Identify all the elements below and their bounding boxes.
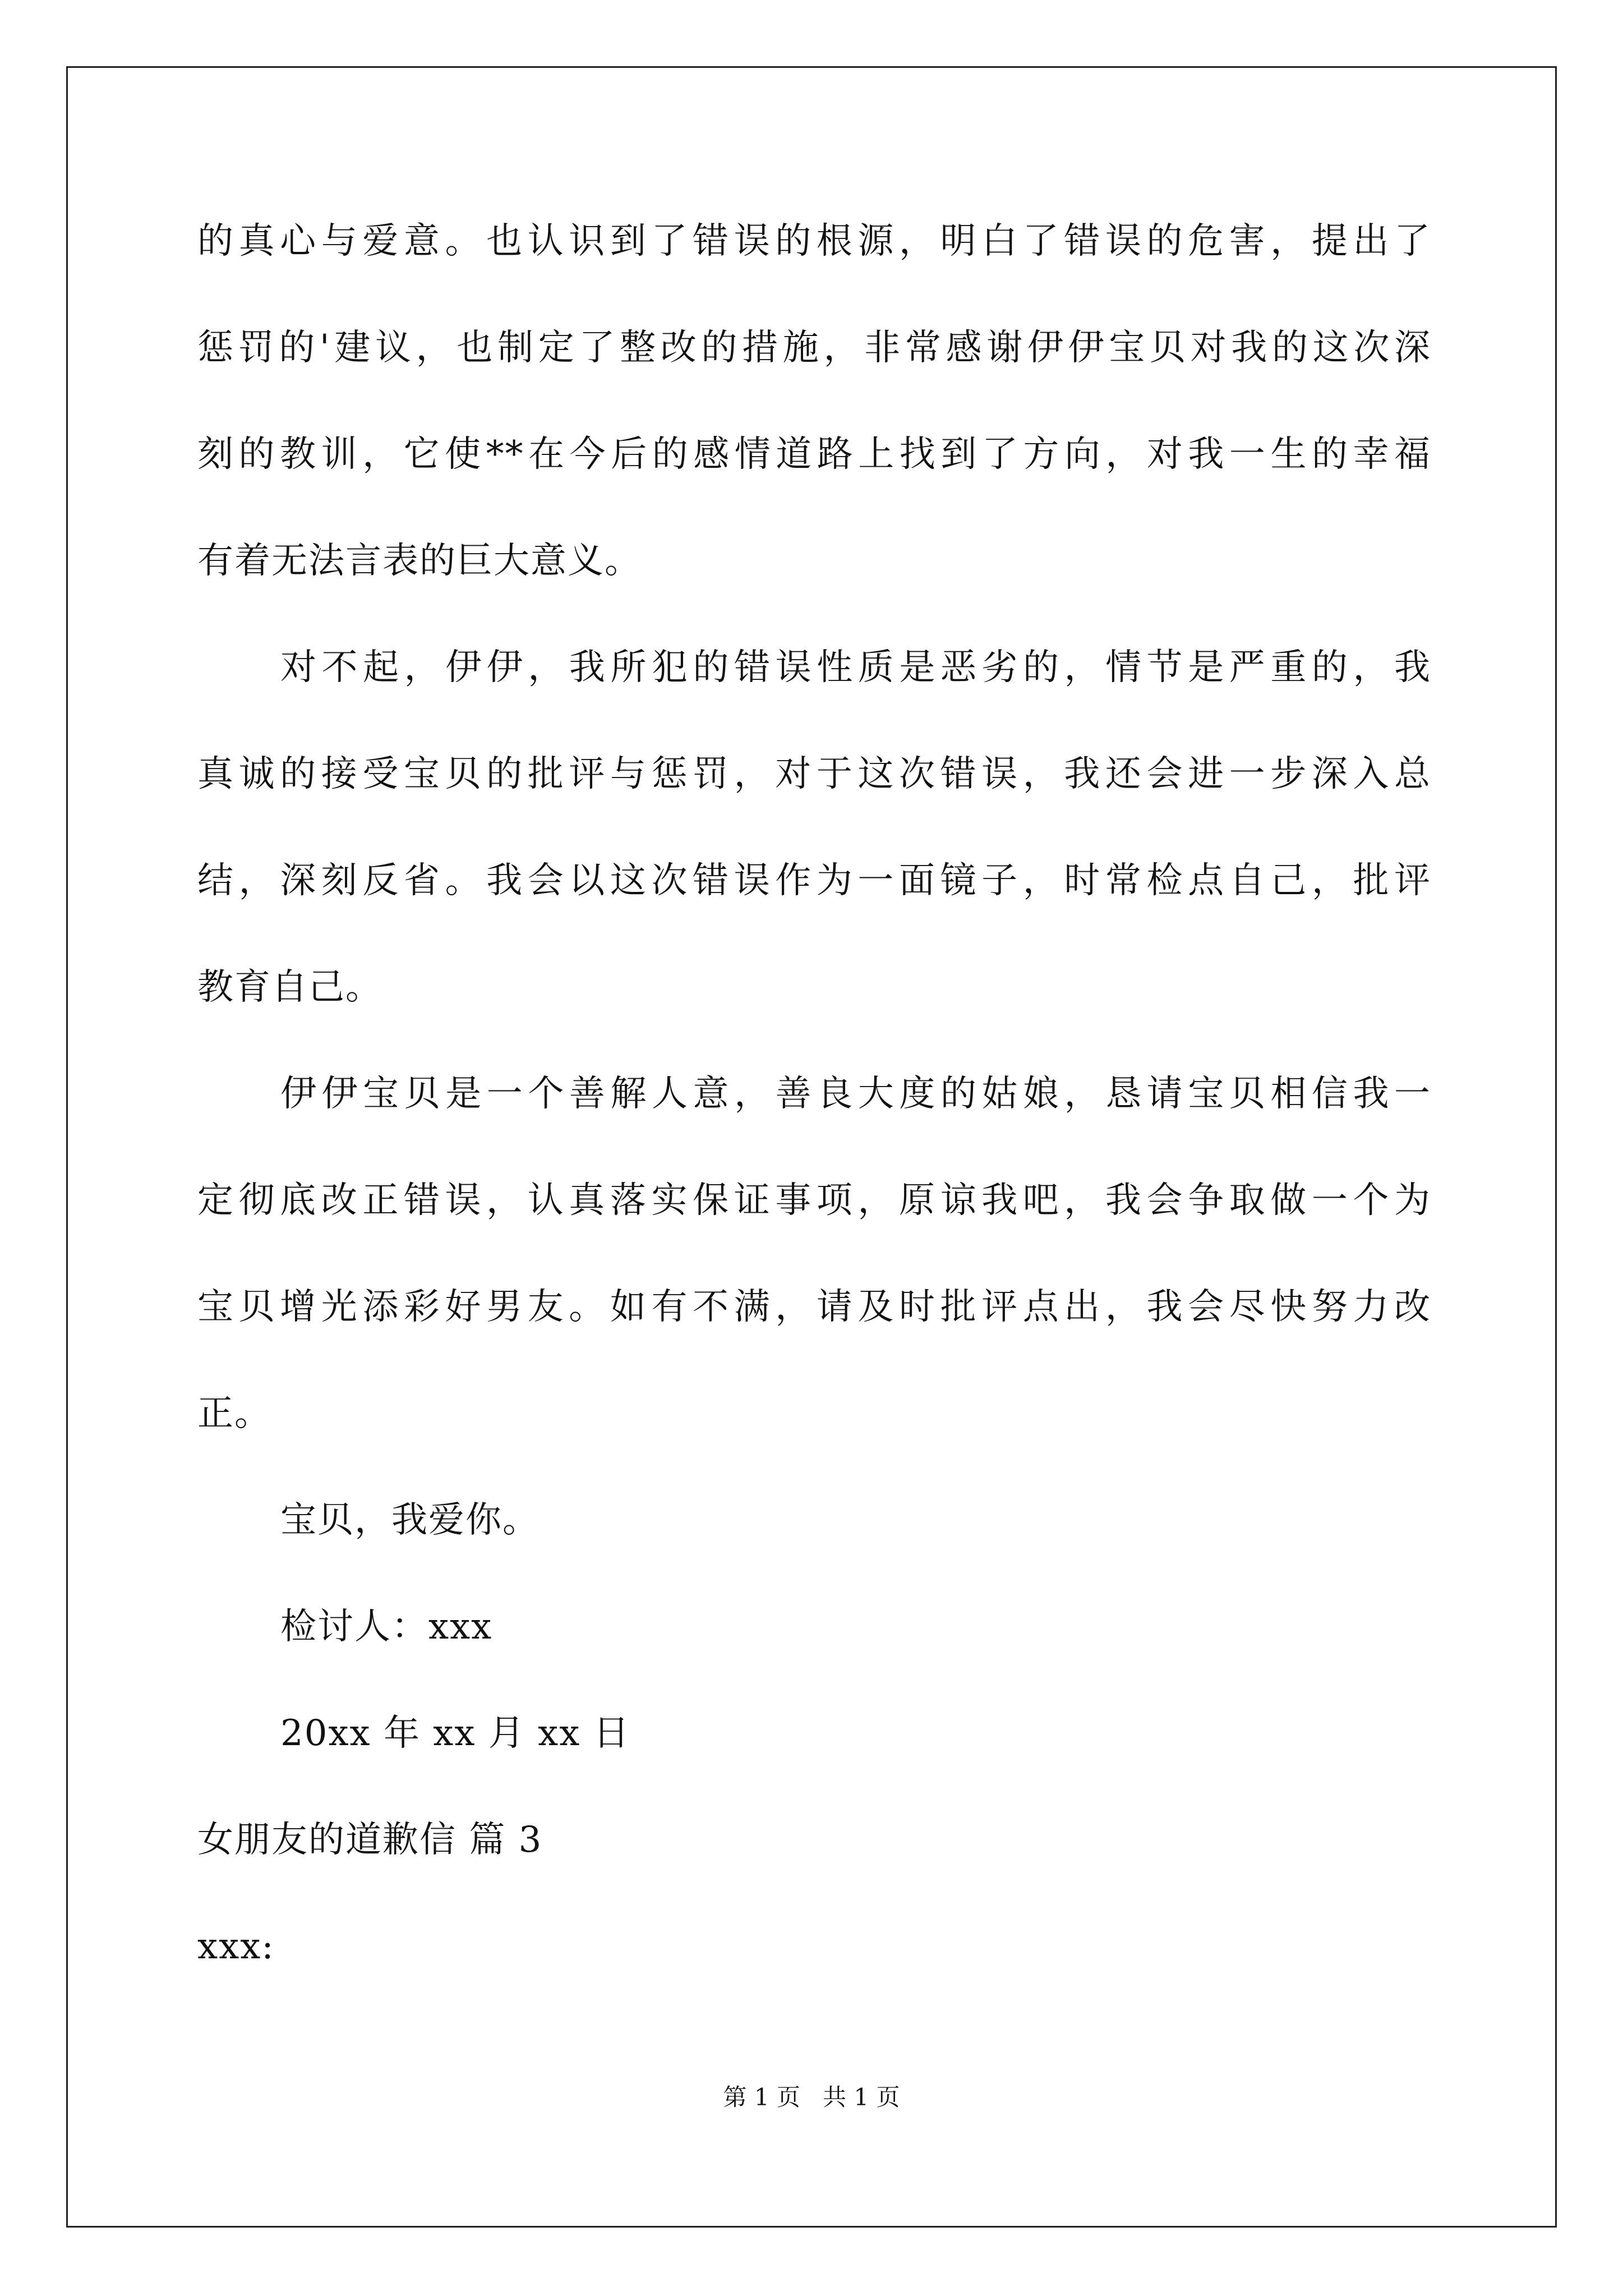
paragraph-1-line-2: 惩罚的'建议，也制定了整改的措施，非常感谢伊伊宝贝对我的这次深 — [197, 327, 1431, 369]
paragraph-2-line-2: 真诚的接受宝贝的批评与惩罚，对于这次错误，我还会进一步深入总 — [197, 753, 1431, 795]
paragraph-3-line-1: 伊伊宝贝是一个善解人意，善良大度的姑娘，恳请宝贝相信我一 — [280, 1073, 1431, 1115]
paragraph-1-line-3: 刻的教训，它使**在今后的感情道路上找到了方向，对我一生的幸福 — [197, 434, 1431, 475]
paragraph-3-line-3: 宝贝增光添彩好男友。如有不满，请及时批评点出，我会尽快努力改 — [197, 1286, 1431, 1328]
paragraph-1-line-4: 有着无法言表的巨大意义。 — [197, 540, 642, 582]
salutation-line: xxx: — [197, 1926, 275, 1967]
paragraph-1-line-1: 的真心与爱意。也认识到了错误的根源，明白了错误的危害，提出了 — [197, 220, 1431, 262]
paragraph-3-line-2: 定彻底改正错误，认真落实保证事项，原谅我吧，我会争取做一个为 — [197, 1180, 1431, 1221]
signature-line: 检讨人：xxx — [280, 1606, 493, 1648]
paragraph-2-line-3: 结，深刻反省。我会以这次错误作为一面镜子，时常检点自己，批评 — [197, 860, 1431, 901]
paragraph-2-line-4: 教育自己。 — [197, 967, 382, 1008]
closing-line: 宝贝，我爱你。 — [280, 1499, 540, 1541]
page-border — [66, 66, 1557, 2228]
paragraph-3-line-4: 正。 — [197, 1393, 271, 1434]
paragraph-2-line-1: 对不起，伊伊，我所犯的错误性质是恶劣的，情节是严重的，我 — [280, 647, 1431, 688]
page-footer: 第 1 页 共 1 页 — [723, 2083, 900, 2111]
next-letter-title: 女朋友的道歉信 篇 3 — [197, 1819, 543, 1861]
date-line: 20xx 年 xx 月 xx 日 — [280, 1713, 630, 1754]
